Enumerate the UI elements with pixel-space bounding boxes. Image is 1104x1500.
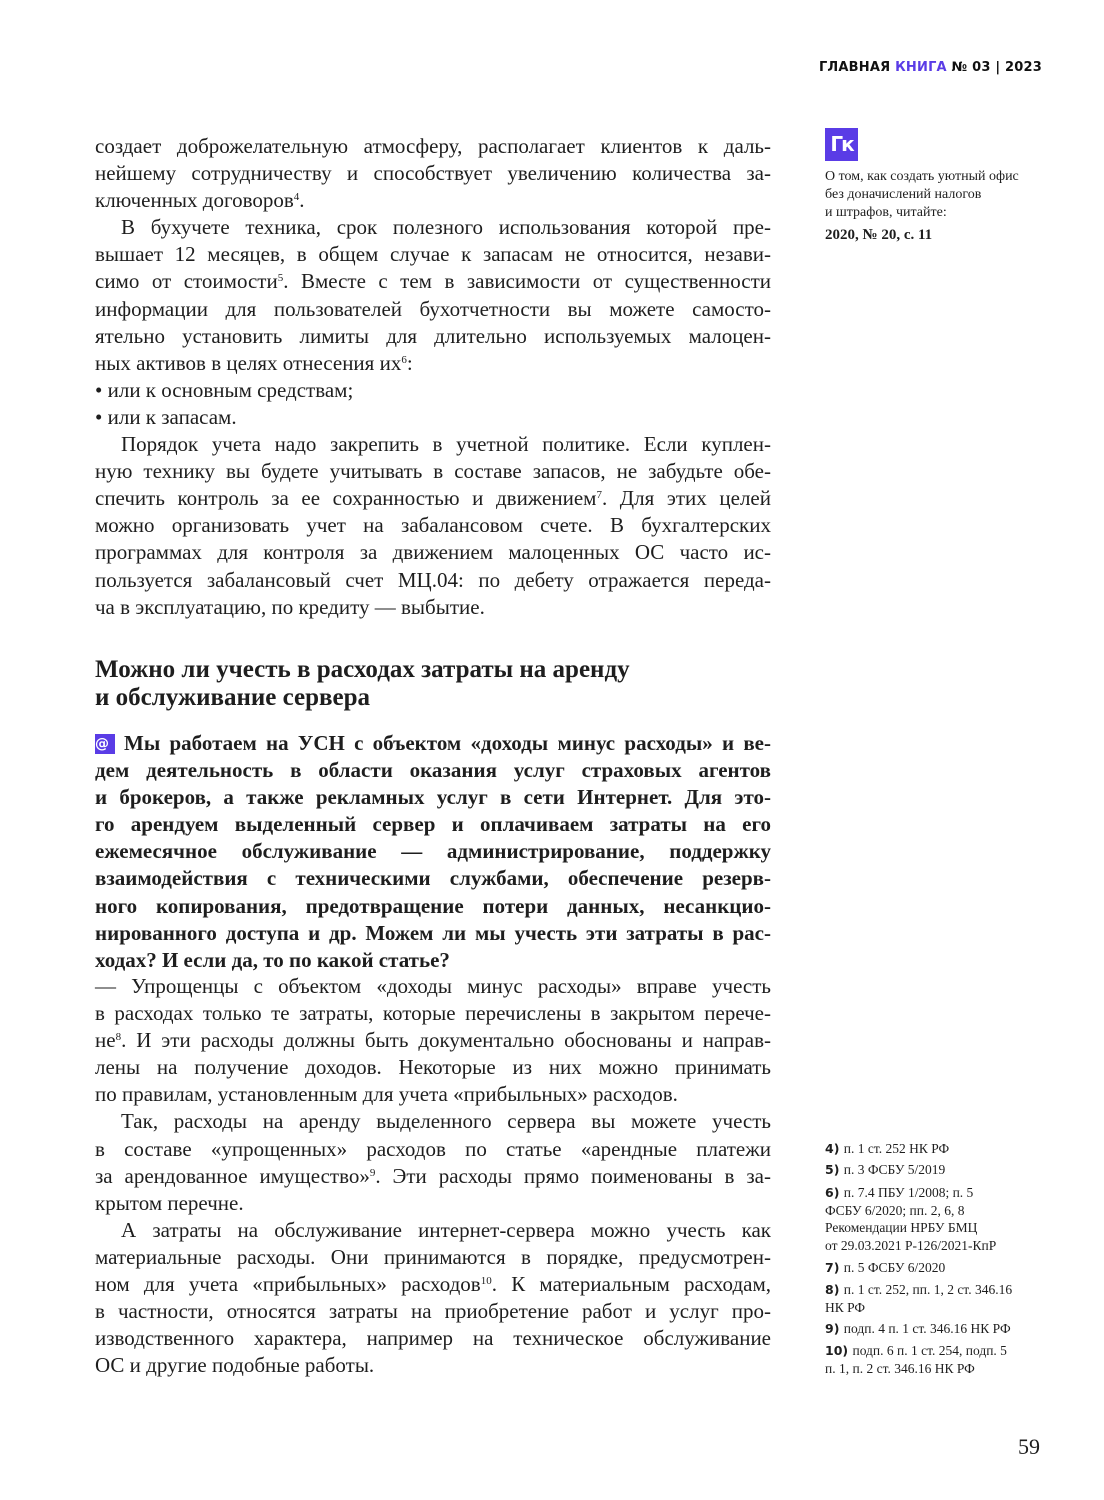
text-line xyxy=(95,1054,771,1081)
footnote-text: от 29.03.2021 Р-126/2021-КпР xyxy=(825,1237,997,1253)
text-line xyxy=(95,1108,771,1135)
footnote-ref[interactable]: 5 xyxy=(277,272,284,285)
footnote-line xyxy=(825,1237,1055,1255)
text-line xyxy=(95,377,771,404)
text-segment: го арендуем выделенный сервер и оплачиваем затраты на его xyxy=(95,812,771,837)
sidebar-text: и штрафов, читайте: xyxy=(825,205,947,220)
footnote xyxy=(825,1259,1055,1277)
footnote-number: 6) xyxy=(825,1185,844,1200)
text-segment: ного копирования, предотвращение потери данных, несанкцио- xyxy=(95,893,771,918)
text-line xyxy=(95,133,771,160)
text-line xyxy=(95,1298,771,1325)
text-line xyxy=(95,1271,771,1298)
sidebar-reference xyxy=(825,168,1055,244)
question-at-icon: @ xyxy=(95,734,115,754)
footnote-line xyxy=(825,1320,1055,1338)
text-segment: материальные расходы. Они принимаются в порядке, предусмотрен- xyxy=(95,1244,771,1269)
text-segment: А затраты на обслуживание интернет-сервера можно учесть как xyxy=(121,1217,771,1242)
text-segment: нированного доступа и др. Можем ли мы учесть эти затраты в рас- xyxy=(95,920,771,945)
text-segment: программах для контроля за движением малоценных ОС часто ис- xyxy=(95,540,771,565)
text-line xyxy=(95,973,771,1000)
footnote-number: 9) xyxy=(825,1321,844,1336)
text-segment: Так, расходы на аренду выделенного сервера вы можете учесть xyxy=(121,1109,771,1134)
text-segment: : xyxy=(406,350,413,375)
text-segment: • или к запасам. xyxy=(95,404,237,429)
footnote-ref[interactable]: 6 xyxy=(401,353,407,366)
footnote-ref[interactable]: 7 xyxy=(596,489,602,502)
text-line xyxy=(95,920,771,947)
footnote xyxy=(825,1140,1055,1158)
text-line xyxy=(95,1325,771,1352)
text-line xyxy=(95,268,771,295)
text-segment: ежемесячное обслуживание — администрирование, поддержку xyxy=(95,839,771,864)
text-segment: в частности, относятся затраты на приобретение работ и услуг про- xyxy=(95,1299,771,1324)
text-line xyxy=(95,160,771,187)
text-segment: взаимодействия с техническими службами, обеспечение резерв- xyxy=(95,866,771,891)
gk-logo-icon: Гк xyxy=(825,128,858,161)
text-line xyxy=(95,214,771,241)
text-segment: Мы работаем на УСН с объектом «доходы минус расходы» и ве- xyxy=(124,731,771,755)
paragraph xyxy=(95,214,771,377)
text-line xyxy=(95,1352,771,1379)
text-segment: В бухучете техника, срок полезного использования которой пре- xyxy=(121,215,771,240)
footnote-text: НК РФ xyxy=(825,1299,866,1315)
text-line xyxy=(95,350,771,377)
footnote-number: 5) xyxy=(825,1162,844,1177)
text-line xyxy=(95,1136,771,1163)
text-line xyxy=(95,1190,771,1217)
text-segment: ном для учета «прибыльных» расходов xyxy=(95,1272,481,1297)
text-line xyxy=(95,1000,771,1027)
issue-number: № 03 | 2023 xyxy=(951,60,1042,75)
text-segment: спечить контроль за ее сохранностью и движением xyxy=(95,486,597,511)
sidebar-ref-link[interactable]: 2020, № 20, с. 11 xyxy=(825,227,933,243)
footnote xyxy=(825,1281,1055,1316)
footnote xyxy=(825,1342,1055,1377)
reader-question xyxy=(95,730,771,974)
text-segment: ную технику вы будете учитывать в составе запасов, не забудьте обе- xyxy=(95,459,771,484)
footnote xyxy=(825,1184,1055,1254)
text-segment: . xyxy=(299,188,305,213)
text-line xyxy=(95,458,771,485)
text-segment: ча в эксплуатацию, по кредиту — выбытие. xyxy=(95,594,485,619)
text-line xyxy=(95,431,771,458)
text-line xyxy=(95,757,771,784)
footnote-text: ФСБУ 6/2020; пп. 2, 6, 8 xyxy=(825,1202,965,1218)
text-segment: можно организовать учет на забалансовом счете. В бухгалтерских xyxy=(95,513,771,538)
text-line xyxy=(95,865,771,892)
expert-answer xyxy=(95,973,771,1379)
footnote-line xyxy=(825,1140,1055,1158)
brand-name-accent: КНИГА xyxy=(895,60,947,75)
footnote-ref[interactable]: 10 xyxy=(480,1275,492,1288)
text-line xyxy=(95,784,771,811)
footnote-ref[interactable]: 4 xyxy=(293,191,300,204)
footnote-number: 8) xyxy=(825,1282,844,1297)
text-line xyxy=(95,656,771,684)
sidebar-text: О том, как создать уютный офис xyxy=(825,169,1019,184)
paragraph xyxy=(95,377,771,404)
text-segment: по правилам, установленным для учета «прибыльных» расходов. xyxy=(95,1082,678,1107)
text-line xyxy=(95,730,771,757)
footnote-line xyxy=(825,1219,1055,1237)
text-segment: ходах? И если да, то по какой статье? xyxy=(95,947,450,972)
footnote-number: 4) xyxy=(825,1141,844,1156)
footnote-text: Рекомендации НРБУ БМЦ xyxy=(825,1220,978,1235)
footnote-line xyxy=(825,1161,1055,1179)
text-segment: за арендованное имущество» xyxy=(95,1163,370,1188)
text-line xyxy=(95,684,771,712)
paragraph xyxy=(95,431,771,621)
footnote-ref[interactable]: 9 xyxy=(369,1166,376,1179)
text-segment: не xyxy=(95,1028,116,1053)
footnote-text: подп. 6 п. 1 ст. 254, подп. 5 xyxy=(852,1343,1007,1358)
paragraph xyxy=(95,973,771,1108)
footnote-text: п. 1 ст. 252, пп. 1, 2 ст. 346.16 xyxy=(843,1282,1013,1297)
text-line xyxy=(95,1163,771,1190)
text-line xyxy=(95,296,771,323)
text-line xyxy=(95,567,771,594)
text-line xyxy=(95,1027,771,1054)
text-line xyxy=(95,512,771,539)
footnote-line xyxy=(825,1360,1055,1378)
text-segment: Можно ли учесть в расходах затраты на аренду xyxy=(95,656,630,683)
text-segment: нейшему сотрудничеству и способствует увеличению количества за- xyxy=(95,161,771,186)
text-line xyxy=(95,594,771,621)
paragraph xyxy=(95,133,771,214)
text-segment: в расходах только те затраты, которые перечислены в закрытом перече- xyxy=(95,1001,771,1026)
text-segment: вышает 12 месяцев, в общем случае к запасам не относится, незави- xyxy=(95,242,771,267)
sidebar-text: без доначислений налогов xyxy=(825,187,982,202)
footnote xyxy=(825,1161,1055,1179)
footnote-text: подп. 4 п. 1 ст. 346.16 НК РФ xyxy=(843,1321,1011,1336)
footnote-line xyxy=(825,1259,1055,1277)
text-line xyxy=(95,1217,771,1244)
footnote-number: 7) xyxy=(825,1260,844,1275)
text-segment: . Вместе с тем в зависимости от существенности xyxy=(283,269,771,294)
text-segment: в составе «упрощенных» расходов по статье «арендные платежи xyxy=(95,1136,771,1161)
footnote-line xyxy=(825,1342,1055,1360)
footnote-line xyxy=(825,1299,1055,1317)
text-segment: . Для этих целей xyxy=(601,486,771,511)
text-segment: изводственного характера, например на техническое обслуживание xyxy=(95,1326,771,1351)
footnote-line xyxy=(825,1202,1055,1220)
section-heading xyxy=(95,656,771,711)
text-segment: информации для пользователей бухотчетности вы можете самосто- xyxy=(95,296,771,321)
footnote-line xyxy=(825,1184,1055,1202)
intro-text xyxy=(95,133,771,621)
text-segment: • или к основным средствам; xyxy=(95,377,354,402)
text-segment: . Эти расходы прямо поименованы в за- xyxy=(375,1163,771,1188)
brand-name: ГЛАВНАЯ xyxy=(818,60,891,75)
text-segment: Порядок учета надо закрепить в учетной политике. Если куплен- xyxy=(121,432,771,457)
text-line xyxy=(95,893,771,920)
text-segment: дем деятельность в области оказания услуг страховых агентов xyxy=(95,758,771,783)
text-segment: ятельно установить лимиты для длительно используемых малоцен- xyxy=(95,323,771,348)
text-segment: симо от стоимости xyxy=(95,269,278,294)
text-segment: пользуется забалансовый счет МЦ.04: по дебету отражается переда- xyxy=(95,567,771,592)
text-segment: . И эти расходы должны быть документально обоснованы и направ- xyxy=(121,1028,771,1053)
paragraph xyxy=(95,404,771,431)
footnote-text: п. 5 ФСБУ 6/2020 xyxy=(843,1260,946,1275)
page-number: 59 xyxy=(1018,1434,1040,1459)
text-line xyxy=(95,947,771,974)
text-line xyxy=(95,241,771,268)
text-segment: создает доброжелательную атмосферу, располагает клиентов к даль- xyxy=(95,134,771,158)
text-line xyxy=(95,404,771,431)
text-line xyxy=(95,1244,771,1271)
text-segment: ключенных договоров xyxy=(95,188,294,213)
text-line xyxy=(95,485,771,512)
text-line xyxy=(95,187,771,214)
footnote-ref[interactable]: 8 xyxy=(115,1031,122,1044)
running-header xyxy=(819,60,1042,75)
text-line xyxy=(95,838,771,865)
text-line xyxy=(95,811,771,838)
text-line xyxy=(95,539,771,566)
footnote-text: п. 1, п. 2 ст. 346.16 НК РФ xyxy=(825,1360,975,1376)
footnote-number: 10) xyxy=(825,1343,853,1358)
text-line xyxy=(95,323,771,350)
text-segment: и брокеров, а также рекламных услуг в сети Интернет. Для это- xyxy=(95,785,771,810)
footnote xyxy=(825,1320,1055,1338)
text-segment: лены на получение доходов. Некоторые из них можно принимать xyxy=(95,1055,771,1080)
text-segment: — Упрощенцы с объектом «доходы минус расходы» вправе учесть xyxy=(95,974,771,998)
text-segment: ОС и другие подобные работы. xyxy=(95,1353,375,1378)
text-segment: . К материальным расходам, xyxy=(491,1272,772,1297)
footnote-text: п. 1 ст. 252 НК РФ xyxy=(843,1141,950,1156)
footnote-text: п. 7.4 ПБУ 1/2008; п. 5 xyxy=(843,1185,974,1200)
text-segment: крытом перечне. xyxy=(95,1190,244,1215)
paragraph xyxy=(95,1217,771,1380)
paragraph xyxy=(95,1108,771,1216)
footnote-line xyxy=(825,1281,1055,1299)
text-segment: и обслуживание сервера xyxy=(95,683,371,711)
text-segment: ных активов в целях отнесения их xyxy=(95,350,402,375)
text-line xyxy=(95,1081,771,1108)
footnote-text: п. 3 ФСБУ 5/2019 xyxy=(843,1162,946,1177)
